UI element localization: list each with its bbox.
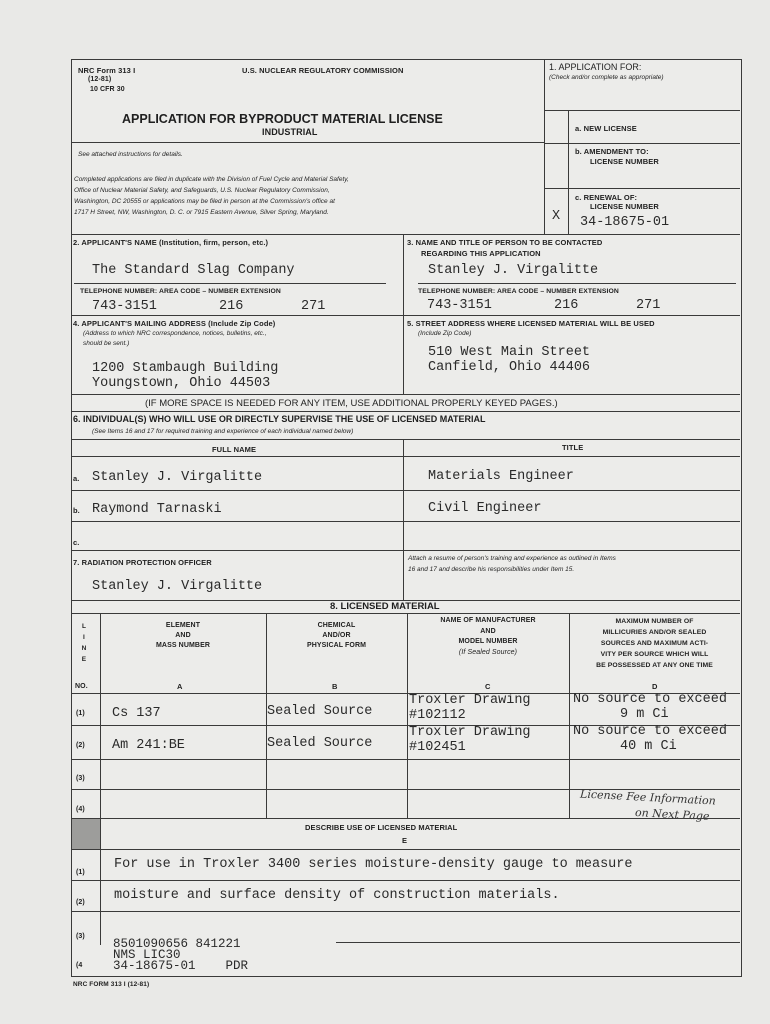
renewal-license-number[interactable]: 34-18675-01 bbox=[580, 215, 670, 230]
application-for-label: 1. APPLICATION FOR: bbox=[549, 62, 642, 72]
material-row-number: (4) bbox=[76, 806, 85, 813]
use-column-letter: E bbox=[402, 836, 408, 845]
material-row-number: (3) bbox=[76, 775, 85, 782]
rpo-name[interactable]: Stanley J. Virgalitte bbox=[92, 579, 263, 594]
individual-row-key: b. bbox=[73, 506, 80, 515]
renewal-option[interactable]: c. RENEWAL OF: bbox=[575, 193, 638, 202]
individuals-label: 6. INDIVIDUAL(S) WHO WILL USE OR DIRECTLY SUPERVISE THE USE OF LICENSED MATERIAL bbox=[73, 414, 486, 424]
applicant-area-code[interactable]: 216 bbox=[219, 299, 244, 314]
material-2-form[interactable]: Sealed Source bbox=[267, 736, 373, 751]
use-row-number: (2) bbox=[76, 899, 85, 906]
material-row-number: (2) bbox=[76, 742, 85, 749]
licensed-material-label: 8. LICENSED MATERIAL bbox=[330, 601, 440, 612]
material-1-element[interactable]: Cs 137 bbox=[112, 706, 161, 721]
mailing-address-note-2: should be sent.) bbox=[83, 340, 130, 347]
document-control-stamp: 8501090656 841221 NMS LIC30 34-18675-01 PDR bbox=[113, 937, 249, 973]
rpo-note: Attach a resume of person's training and experience as outlined in Items bbox=[408, 555, 616, 562]
contact-telephone[interactable]: 743-3151 bbox=[427, 298, 492, 313]
material-1-activity[interactable]: 9 m Ci bbox=[620, 707, 669, 722]
full-name-header: FULL NAME bbox=[212, 445, 257, 454]
describe-use-label: DESCRIBE USE OF LICENSED MATERIAL bbox=[305, 823, 458, 832]
shaded-cell bbox=[72, 819, 100, 849]
footer-form-id: NRC FORM 313 I (12-81) bbox=[73, 981, 150, 988]
form-title: APPLICATION FOR BYPRODUCT MATERIAL LICENSE bbox=[122, 112, 443, 126]
more-space-note: (IF MORE SPACE IS NEEDED FOR ANY ITEM, USE ADDITIONAL PROPERLY KEYED PAGES.) bbox=[145, 398, 558, 409]
material-1-max-activity[interactable]: No source to exceed bbox=[573, 692, 727, 707]
applicant-extension[interactable]: 271 bbox=[301, 299, 326, 314]
individual-b-title[interactable]: Civil Engineer bbox=[428, 501, 542, 516]
mailing-address-line1[interactable]: 1200 Stambaugh Building bbox=[92, 361, 279, 376]
handwritten-fee-note-2: on Next Page bbox=[634, 806, 710, 823]
manufacturer-header: NAME OF MANUFACTURER AND MODEL NUMBER (If Sealed Source) bbox=[440, 617, 536, 656]
renewal-check-mark: X bbox=[552, 209, 561, 224]
individual-row-key: a. bbox=[73, 474, 80, 483]
application-for-note: (Check and/or complete as appropriate) bbox=[549, 74, 664, 81]
individual-b-name[interactable]: Raymond Tarnaski bbox=[92, 502, 222, 517]
mailing-address-note: (Address to which NRC correspondence, notices, bulletins, etc., bbox=[83, 330, 267, 337]
contact-label-line2: REGARDING THIS APPLICATION bbox=[421, 249, 541, 258]
column-letter-c: C bbox=[485, 682, 491, 691]
material-1-form[interactable]: Sealed Source bbox=[267, 704, 373, 719]
mailing-address-label: 4. APPLICANT'S MAILING ADDRESS (Include Zip Code) bbox=[73, 319, 276, 328]
contact-label: 3. NAME AND TITLE OF PERSON TO BE CONTACTED bbox=[407, 238, 603, 247]
applicant-name-label: 2. APPLICANT'S NAME (Institution, firm, person, etc.) bbox=[73, 238, 269, 247]
street-address-line1[interactable]: 510 West Main Street bbox=[428, 345, 591, 360]
mailing-address-line2[interactable]: Youngstown, Ohio 44503 bbox=[92, 376, 271, 391]
contact-telephone-label: TELEPHONE NUMBER: AREA CODE – NUMBER EXTENSION bbox=[418, 288, 619, 295]
line-column-label: L I N E bbox=[81, 623, 87, 663]
column-letter-a: A bbox=[177, 682, 183, 691]
applicant-name[interactable]: The Standard Slag Company bbox=[92, 263, 295, 278]
rpo-note-2: 16 and 17 and describe his responsibilities under Item 15. bbox=[408, 566, 575, 573]
max-activity-header: MAXIMUM NUMBER OF MILLICURIES AND/OR SEALED SOURCES AND MAXIMUM ACTI- VITY PER SOURCE WHICH WILL BE POSSESSED AT ANY ONE TIME bbox=[596, 618, 713, 669]
street-address-line2[interactable]: Canfield, Ohio 44406 bbox=[428, 360, 591, 375]
amendment-option[interactable]: b. AMENDMENT TO: bbox=[575, 147, 649, 156]
material-2-model[interactable]: #102451 bbox=[409, 740, 466, 755]
filing-instructions: Completed applications are filed in duplicate with the Division of Fuel Cycle and Material Safety, Office of Nuclear Material Safety, and Safeguards, U.S. Nuclear Regulatory Commission, Washington, DC 20555 or applications may be filed in person at the Commission's office at 1717 H Street, NW, Washington, D. C. or 7915 Eastern Avenue, Silver Spring, Maryland. bbox=[74, 176, 349, 216]
use-row-number: (1) bbox=[76, 869, 85, 876]
applicant-telephone-label: TELEPHONE NUMBER: AREA CODE – NUMBER EXTENSION bbox=[80, 288, 281, 295]
street-address-label: 5. STREET ADDRESS WHERE LICENSED MATERIAL WILL BE USED bbox=[407, 319, 655, 328]
new-license-option[interactable]: a. NEW LICENSE bbox=[575, 124, 637, 133]
material-2-activity[interactable]: 40 m Ci bbox=[620, 739, 677, 754]
contact-area-code[interactable]: 216 bbox=[554, 298, 579, 313]
material-1-model[interactable]: #102112 bbox=[409, 708, 466, 723]
street-address-note: (Include Zip Code) bbox=[418, 330, 472, 337]
column-letter-d: D bbox=[652, 682, 658, 691]
contact-extension[interactable]: 271 bbox=[636, 298, 661, 313]
amendment-license-number-label: LICENSE NUMBER bbox=[590, 157, 659, 166]
material-2-manufacturer[interactable]: Troxler Drawing bbox=[409, 725, 531, 740]
material-2-element[interactable]: Am 241:BE bbox=[112, 738, 185, 753]
cfr-reference: 10 CFR 30 bbox=[90, 86, 125, 93]
renewal-license-number-label: LICENSE NUMBER bbox=[590, 202, 659, 211]
individuals-note: (See Items 16 and 17 for required training and experience of each individual named below) bbox=[92, 428, 354, 435]
individual-a-title[interactable]: Materials Engineer bbox=[428, 469, 574, 484]
instructions-note: See attached instructions for details. bbox=[78, 151, 183, 158]
individual-row-key: c. bbox=[73, 538, 80, 547]
rpo-label: 7. RADIATION PROTECTION OFFICER bbox=[73, 558, 212, 567]
title-header: TITLE bbox=[562, 443, 584, 452]
use-description-line1[interactable]: For use in Troxler 3400 series moisture-density gauge to measure bbox=[114, 857, 633, 872]
material-1-manufacturer[interactable]: Troxler Drawing bbox=[409, 693, 531, 708]
form-subtitle: INDUSTRIAL bbox=[262, 127, 318, 137]
use-description-line2[interactable]: moisture and surface density of construction materials. bbox=[114, 888, 560, 903]
individual-a-name[interactable]: Stanley J. Virgalitte bbox=[92, 470, 263, 485]
form-date: (12-81) bbox=[88, 76, 112, 83]
use-row-number: (3) bbox=[76, 933, 85, 940]
no-column-label: NO. bbox=[75, 683, 88, 690]
agency-name: U.S. NUCLEAR REGULATORY COMMISSION bbox=[242, 66, 404, 75]
applicant-telephone[interactable]: 743-3151 bbox=[92, 299, 157, 314]
column-letter-b: B bbox=[332, 682, 338, 691]
use-row-number: (4 bbox=[76, 962, 83, 969]
material-row-number: (1) bbox=[76, 710, 85, 717]
handwritten-fee-note: License Fee Information bbox=[579, 787, 717, 808]
form-number: NRC Form 313 I bbox=[78, 66, 136, 75]
material-2-max-activity[interactable]: No source to exceed bbox=[573, 724, 727, 739]
chemical-form-header: CHEMICAL AND/OR PHYSICAL FORM bbox=[306, 622, 367, 649]
contact-name[interactable]: Stanley J. Virgalitte bbox=[428, 263, 599, 278]
element-header: ELEMENT AND MASS NUMBER bbox=[156, 622, 210, 649]
